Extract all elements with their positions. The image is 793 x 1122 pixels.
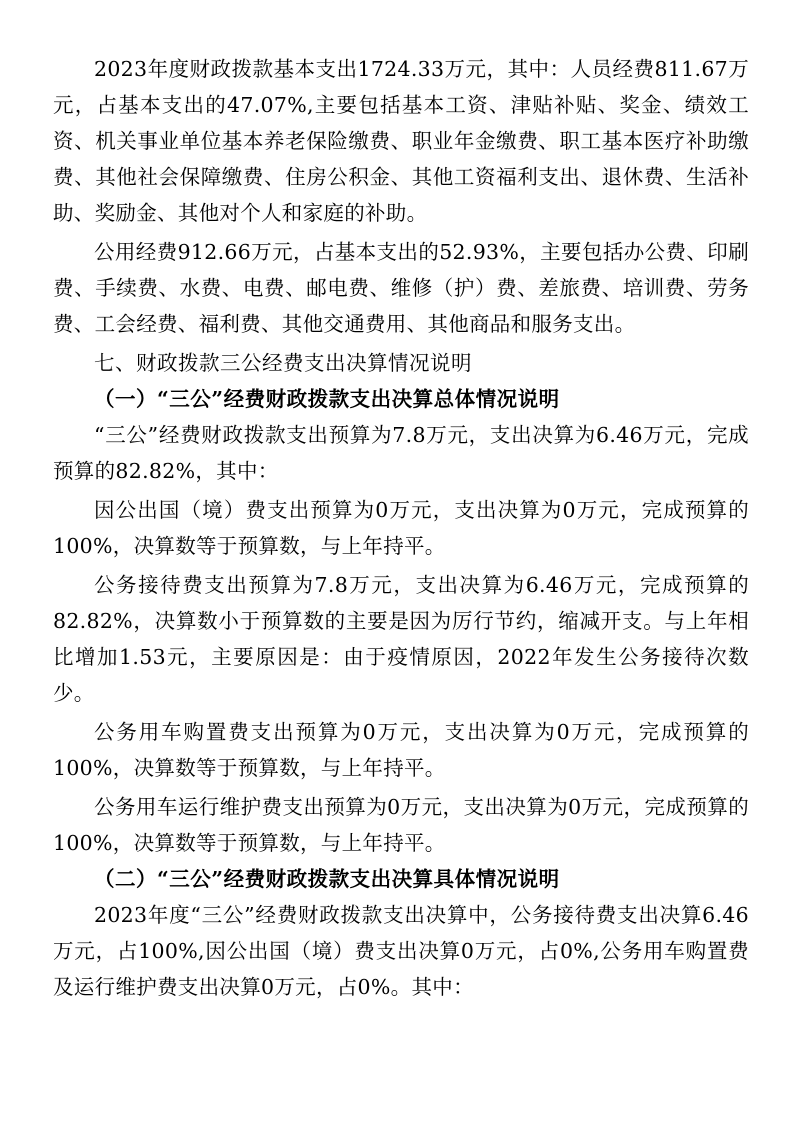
subsection-title-detail: （二）“三公”经费财政拨款支出决算具体情况说明 <box>94 867 560 891</box>
paragraph-overseas-travel: 因公出国（境）费支出预算为0万元，支出决算为0万元，完成预算的100%，决算数等于预算数，与上年持平。 <box>53 498 749 558</box>
paragraph-three-public-detail: 2023年度“三公”经费财政拨款支出决算中，公务接待费支出决算6.46万元，占100%,因公出国（境）费支出决算0万元，占0%,公务用车购置费及运行维护费支出决算0万元，占0%。其中： <box>53 903 749 999</box>
subsection-title-overall: （一）“三公”经费财政拨款支出决算总体情况说明 <box>94 387 560 411</box>
paragraph-official-reception: 公务接待费支出预算为7.8万元，支出决算为6.46万元，完成预算的82.82%，决算数小于预算数的主要是因为厉行节约，缩减开支。与上年相比增加1.53元，主要原因是：由于疫情原因，2022年发生公务接待次数少。 <box>53 573 749 705</box>
section-title-three-public: 七、财政拨款三公经费支出决算情况说明 <box>94 351 472 375</box>
paragraph-three-public-overall: “三公”经费财政拨款支出预算为7.8万元，支出决算为6.46万元，完成预算的82.82%，其中： <box>53 423 749 483</box>
paragraph-vehicle-purchase: 公务用车购置费支出预算为0万元，支出决算为0万元，完成预算的100%，决算数等于预算数，与上年持平。 <box>53 720 749 780</box>
paragraph-public-funds: 公用经费912.66万元，占基本支出的52.93%，主要包括办公费、印刷费、手续费、水费、电费、邮电费、维修（护）费、差旅费、培训费、劳务费、工会经费、福利费、其他交通费用、其他商品和服务支出。 <box>53 240 749 336</box>
paragraph-vehicle-maintenance: 公务用车运行维护费支出预算为0万元，支出决算为0万元，完成预算的100%，决算数等于预算数，与上年持平。 <box>53 795 749 855</box>
paragraph-basic-expenditure: 2023年度财政拨款基本支出1724.33万元，其中：人员经费811.67万元，占基本支出的47.07%,主要包括基本工资、津贴补贴、奖金、绩效工资、机关事业单位基本养老保险缴费、职业年金缴费、职工基本医疗补助缴费、其他社会保障缴费、住房公积金、其他工资福利支出、退休费、生活补助、奖励金、其他对个人和家庭的补助。 <box>53 57 749 225</box>
